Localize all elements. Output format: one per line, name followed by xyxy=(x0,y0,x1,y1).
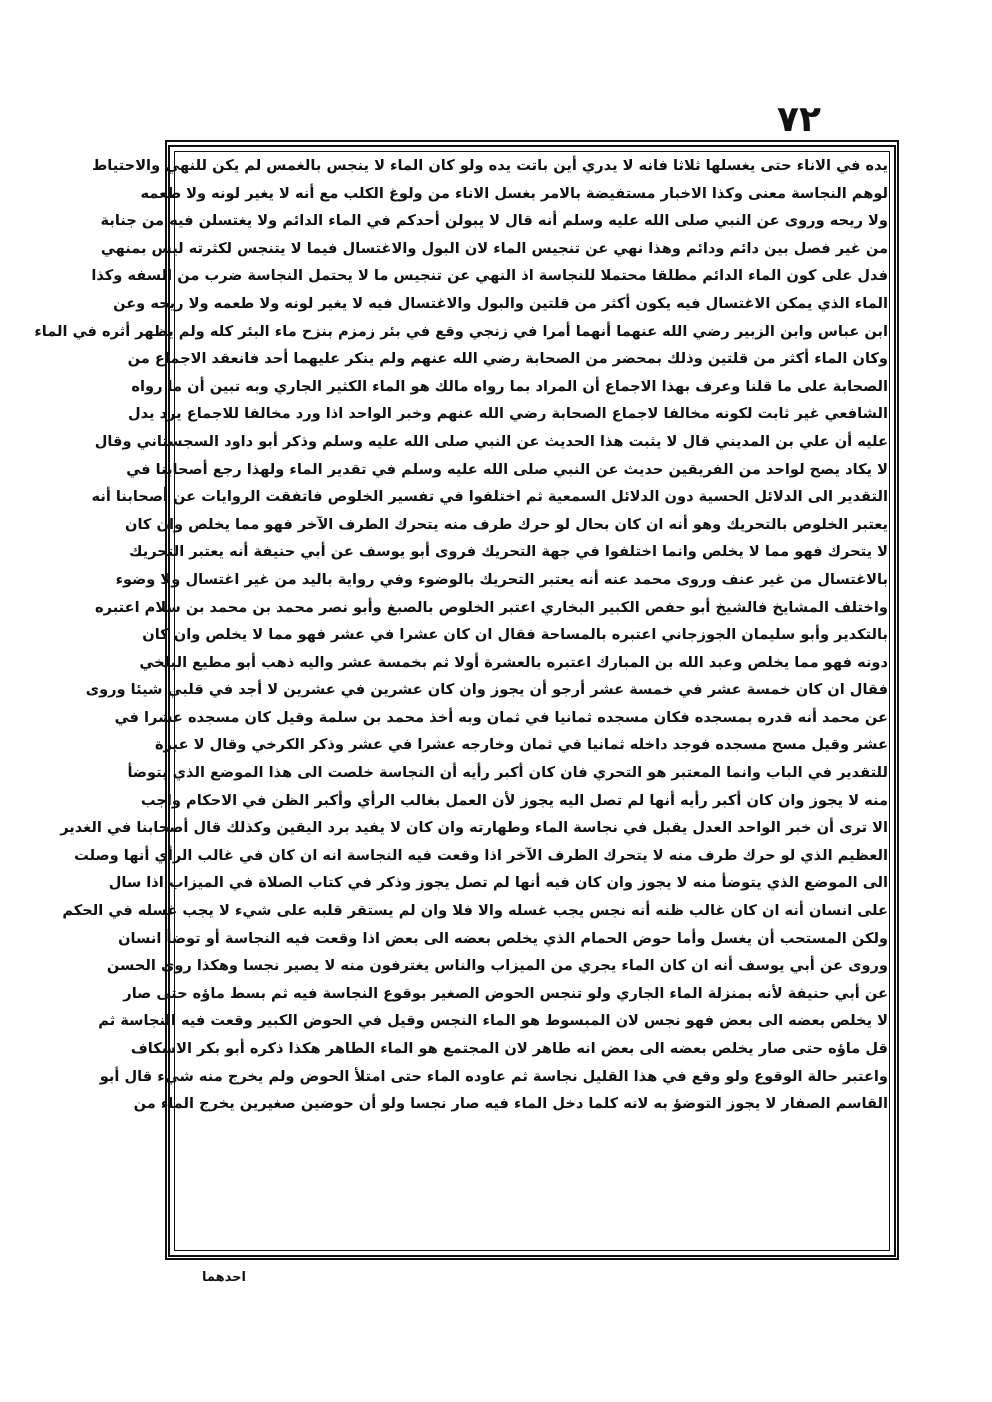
body-text xyxy=(34,152,894,1252)
text-line: وروى عن أبي يوسف أنه ان كان الماء يجري من الميزاب والناس يغترفون منه لا يصير نجسا وهكذا روى الحسن xyxy=(106,957,888,975)
text-line: من غير فصل بين دائم ودائم وهذا نهي عن تنجيس الماء لان البول والاغتسال فيما لا يتنجس لكثرته ليس بمنهي xyxy=(100,239,888,257)
text-line: يعتبر الخلوص بالتحريك وهو أنه ان كان بحال لو حرك طرف منه يتحرك الطرف الآخر فهو مما يخلص وان كان xyxy=(124,515,888,533)
text-line: على انسان أنه ان كان غالب ظنه أنه نجس يجب غسله والا فلا وان لم يستقر قلبه على شيء لا يجب غسله في الحكم xyxy=(62,902,888,920)
text-line: الشافعي غير ثابت لكونه مخالفا لاجماع الصحابة رضي الله عنهم وخبر الواحد اذا ورد مخالفا للاجماع يرد يدل xyxy=(127,405,888,423)
text-line: وكان الماء أكثر من قلتين وذلك بمحضر من الصحابة رضي الله عنهم ولم ينكر عليهما أحد فانعقد الاجماع من xyxy=(127,350,888,368)
text-line: لا يتحرك فهو مما لا يخلص وانما اختلفوا في جهة التحريك فروى أبو يوسف عن أبي حنيفة أنه يعتبر التحريك xyxy=(129,543,888,561)
text-line: العظيم الذي لو حرك طرف منه لا يتحرك الطرف الآخر اذا وقعت فيه النجاسة انه ان كان في غالب الرأي أنها وصلت xyxy=(74,846,888,864)
text-line: فدل على كون الماء الدائم مطلقا محتملا للنجاسة اذ النهي عن تنجيس ما لا يحتمل النجاسة ضرب من السفه وكذا xyxy=(91,267,888,285)
text-line: بالاغتسال من غير عنف وروى محمد عنه أنه يعتبر التحريك بالوضوء وفي رواية باليد من غير اغتسال ولا وضوء xyxy=(115,570,888,588)
text-line: لا يكاد يصح لواحد من الفريقين حديث عن النبي صلى الله عليه وسلم في تقدير الماء ولهذا رجع أصحابنا في xyxy=(126,460,888,478)
text-line: الى الموضع الذي يتوضأ منه لا يجوز وان كان فيه أنها لم تصل يجوز وذكر في كتاب الصلاة في الميزاب اذا سال xyxy=(108,874,888,892)
text-line: القاسم الصفار لا يجوز التوضؤ به لانه كلما دخل الماء فيه صار نجسا ولو أن حوضين صغيرين يخرج الماء من xyxy=(133,1095,888,1113)
text-line: قل ماؤه حتى صار يخلص بعضه الى بعض انه طاهر لان المجتمع هو الماء الطاهر هكذا ذكره أبو بكر الاسكاف xyxy=(130,1040,888,1057)
text-line: لوهم النجاسة معنى وكذا الاخبار مستفيضة بالامر بغسل الاناء من ولوغ الكلب مع أنه لا يغير لونه ولا طعمه xyxy=(140,184,888,202)
text-line: دونه فهو مما يخلص وعبد الله بن المبارك اعتبره بالعشرة أولا ثم بخمسة عشر واليه ذهب أبو مطيع البلخي xyxy=(139,653,888,671)
text-line: عليه أن علي بن المديني قال لا يثبت هذا الحديث عن النبي صلى الله عليه وسلم وذكر أبو داود السجستاني وقال xyxy=(94,432,888,450)
text-line: ولا ريحه وروى عن النبي صلى الله عليه وسلم أنه قال لا يبولن أحدكم في الماء الدائم ولا يغتسلن فيه من جنابة xyxy=(100,212,888,230)
text-line: عن أبي حنيفة لأنه بمنزلة الماء الجاري ولو تنجس الحوض الصغير بوقوع النجاسة فيه ثم بسط ماؤه حتى صار xyxy=(123,984,888,1002)
text-line: ابن عباس وابن الزبير رضي الله عنهما أنهما أمرا في زنجي وقع في بئر زمزم بنزح ماء البئر كله ولم يظهر أثره في الماء xyxy=(34,322,888,340)
text-line: الا ترى أن خبر الواحد العدل يقبل في نجاسة الماء وطهارته وان كان لا يفيد برد اليقين وكذلك قال أصحابنا في الغدير xyxy=(60,819,888,837)
text-line: فقال ان كان خمسة عشر في خمسة عشر أرجو أن يجوز وان كان عشرين في عشرين لا أجد في قلبي شيئا وروى xyxy=(85,681,888,699)
catchword: احدهما xyxy=(202,1270,246,1285)
text-line: واعتبر حالة الوقوع ولو وقع في هذا القليل نجاسة ثم عاوده الماء حتى امتلأ الحوض ولم يخرج منه شيء قال أبو xyxy=(99,1067,888,1085)
page-number: ٧٢ xyxy=(777,99,821,140)
text-line: بالتكدير وأبو سليمان الجوزجاني اعتبره بالمساحة فقال ان كان عشرا في عشر فهو مما لا يخلص وان كان xyxy=(142,626,888,644)
text-line: يده في الاناء حتى يغسلها ثلاثا فانه لا يدري أين باتت يده ولو كان الماء لا ينجس بالغمس لم يكن للنهي والاحتياط xyxy=(92,157,888,174)
text-line: عن محمد أنه قدره بمسجده فكان مسجده ثمانيا في ثمان وبه أخذ محمد بن سلمة وقيل كان مسجده عشرا في xyxy=(114,708,888,726)
text-line: منه لا يجوز وان كان أكبر رأيه أنها لم تصل اليه يجوز لأن العمل بغالب الرأي وأكبر الظن في الاحكام واجب xyxy=(140,791,888,809)
text-line: ولكن المستحب أن يغسل وأما حوض الحمام الذي يخلص بعضه الى بعض اذا وقعت فيه النجاسة أو توضأ انسان xyxy=(118,929,888,947)
text-line: عشر وقيل مسح مسجده فوجد داخله ثمانيا في ثمان وخارجه عشرا في عشر وذكر الكرخي وقال لا عبرة xyxy=(154,736,888,754)
text-line: الصحابة على ما قلنا وعرف بهذا الاجماع أن المراد بما رواه مالك هو الماء الكثير الجاري وبه تبين أن ما رواه xyxy=(131,377,888,395)
text-line: لا يخلص بعضه الى بعض فهو نجس لان المبسوط هو الماء النجس وقيل في الحوض الكبير وقعت فيه النجاسة ثم xyxy=(98,1012,888,1030)
text-line: واختلف المشايخ فالشيخ أبو حفص الكبير البخاري اعتبر الخلوص بالصبغ وأبو نصر محمد بن محمد بن سلام اعتبره xyxy=(95,598,888,616)
text-line: للتقدير في الباب وانما المعتبر هو التحري فان كان أكبر رأيه أن النجاسة خلصت الى هذا الموضع الذي يتوضأ xyxy=(127,764,888,782)
text-line: التقدير الى الدلائل الحسية دون الدلائل السمعية ثم اختلفوا في تفسير الخلوص فاتفقت الروايات عن أصحابنا أنه xyxy=(91,488,888,506)
text-line: الماء الذي يمكن الاغتسال فيه يكون أكثر من قلتين والبول والاغتسال فيه لا يغير لونه ولا طعمه ولا ريحه وعن xyxy=(113,294,888,312)
